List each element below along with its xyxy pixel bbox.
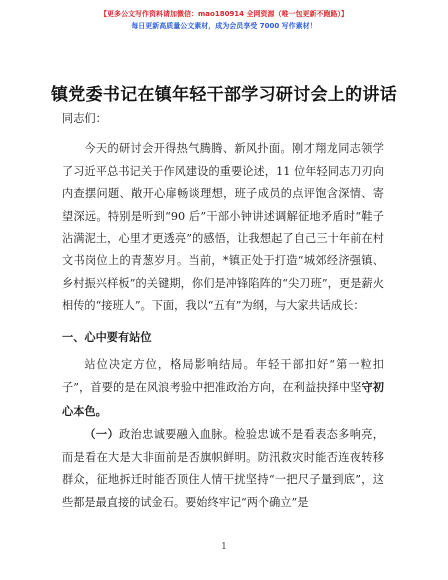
paragraph-loyalty-text: 政治忠诚要融入血脉。检验忠诚不是看表态多响亮，而是看在大是大非面前是否旗帜鲜明。防汛救灾时能否连夜转移群众，征地拆迁时能否顶住人情干扰坚持“一把尺子量到底”，这些都是最直接的试金石。要始终牢记“两个确立”是 — [62, 428, 384, 509]
paragraph-stance-text: 站位决定方位，格局影响结局。年轻干部扣好“第一粒扣子”，首要的是在风浪考验中把准政治方向，在利益抉择中坚 — [62, 358, 384, 395]
document-title: 镇党委书记在镇年轻干部学习研讨会上的讲话 — [51, 85, 397, 105]
section-heading: 一、心中要有站位 — [62, 329, 152, 344]
paragraph-loyalty — [62, 423, 384, 514]
promo-banner — [0, 8, 448, 32]
paragraph-stance — [62, 354, 384, 423]
page-number: 1 — [221, 542, 227, 552]
promo-banner-line1: 【更多公文写作资料请加微信：mao180914 全网资源（唯一包更新不跑路）】 — [100, 10, 348, 18]
salutation: 同志们： — [62, 112, 107, 125]
paragraph-stance-emphasis: 守初心本色。 — [62, 380, 384, 418]
paragraph-intro: 今天的研讨会开得热气腾腾、新风扑面。刚才翔龙同志领学了习近平总书记关于作风建设的重要论述，11 位年轻同志刀刃向内查摆问题、敞开心扉畅谈理想，班子成员的点评饱含深情、寄望深远。特别是听到“90 后”干部小钟讲述调解征地矛盾时“鞋子沾满泥土，心里才更透亮”的感悟，让我想起了自己三十年前在村文书岗位上的青葱岁月。当前，*镇正处于打造“城郊经济强镇、乡村振兴样板”的关键期，你们是冲锋陷阵的“尖刀班”，更是薪火相传的“接班人”。下面，我以“五有”为纲，与大家共话成长： — [62, 142, 384, 313]
subsection-label: （一） — [84, 427, 119, 442]
promo-banner-line2: 每日更新高质量公文素材，成为会员享受 7000 写作素材！ — [131, 22, 317, 30]
document-body — [62, 108, 384, 514]
